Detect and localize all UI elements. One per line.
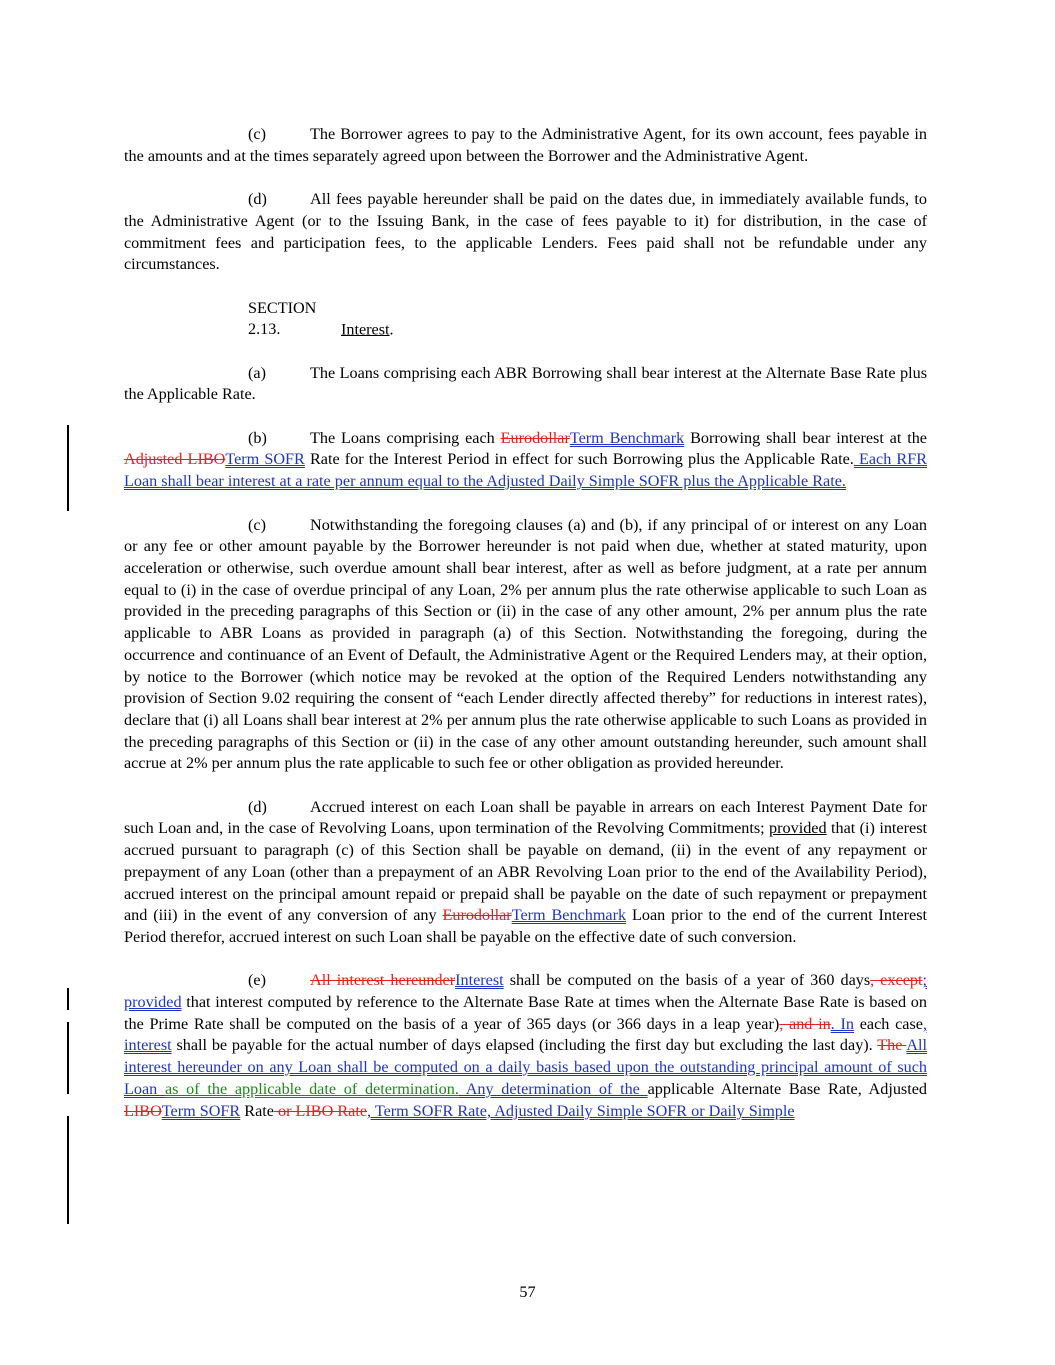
text-run: Rate for the Interest Period in effect for such Borrowing plus the Applicable Rate. (304, 450, 854, 469)
clause-label: (e) (248, 971, 266, 990)
text-run: The Loans comprising each (310, 428, 501, 447)
clause-label: (d) (248, 190, 267, 209)
deleted-text: , except (870, 971, 923, 990)
change-bar (67, 425, 69, 511)
clause-text: The Borrower agrees to pay to the Administrative Agent, for its own account, fees payable in the amounts and at the times separately agreed upon between the Borrower and the Administrative Agent. (124, 125, 927, 165)
paragraph-c-fees (124, 124, 927, 167)
text-run: each case (853, 1014, 923, 1033)
change-bar (67, 988, 69, 1010)
section-title-period: . (389, 320, 394, 339)
deleted-text: Eurodollar (442, 906, 512, 925)
deleted-text: LIBO (124, 1101, 162, 1120)
paragraph-e-computation (124, 970, 927, 1122)
clause-text: All fees payable hereunder shall be paid on the dates due, in immediately available funds, to the Administrative Agent (or to the Issuing Bank, in the case of fees payable to it) for distribution, in the case of commitment fees and participation fees, to the applicable Lenders. Fees paid shall not be refundable under any circumstances. (124, 190, 927, 274)
inserted-text: , interest (124, 1014, 927, 1055)
clause-label: (b) (248, 428, 267, 447)
inserted-text: . In (830, 1014, 854, 1033)
inserted-text: , Term SOFR Rate, Adjusted Daily Simple SOFR or Daily Simple (367, 1101, 795, 1120)
clause-text: The Loans comprising each ABR Borrowing shall bear interest at the Alternate Base Rate plus the Applicable Rate. (124, 363, 927, 404)
text-run: Rate (240, 1101, 274, 1120)
text-run: shall be payable for the actual number of days elapsed (including the first day but excluding the last day). (171, 1036, 878, 1055)
inserted-text: Interest (455, 971, 504, 990)
text-run: applicable Alternate Base Rate, Adjusted (647, 1079, 928, 1098)
text-run: Accrued interest on each Loan shall be payable in arrears on each Interest Payment Date for such Loan and, in the case of Revolving Loans, upon termination of the Revolving Commitments; (124, 797, 927, 838)
inserted-text: Any determination of the (458, 1079, 648, 1098)
inserted-text: Term SOFR (161, 1101, 241, 1120)
text-run: Loan prior to the end of the current Interest Period therefor, accrued interest on such Loan shall be payable on the effective date of such conversion. (124, 906, 927, 946)
section-number: SECTION 2.13. (248, 298, 317, 339)
text-run: that interest computed by reference to the Alternate Base Rate at times when the Alternate Base Rate is based on the Prime Rate shall be computed on the basis of a year of 365 days (or 366 days in a leap year) (124, 993, 927, 1033)
page-number: 57 (519, 1283, 536, 1301)
deleted-text: , and in (779, 1014, 831, 1033)
deleted-text: All interest hereunder (310, 971, 456, 990)
deleted-text: Adjusted LIBO (124, 450, 226, 469)
deleted-text: Eurodollar (500, 428, 570, 447)
inserted-text: Term SOFR (225, 450, 305, 469)
paragraph-c-default-interest (124, 515, 927, 775)
clause-label: (c) (248, 125, 266, 143)
paragraph-d-accrued-interest (124, 797, 927, 949)
inserted-text: ; provided (124, 971, 927, 1012)
deleted-text: or LIBO Rate (273, 1101, 368, 1120)
inserted-text: Term Benchmark (511, 906, 627, 925)
clause-label: (a) (248, 363, 266, 382)
underlined-term: provided (769, 819, 827, 838)
document-page (124, 124, 927, 1144)
clause-label: (c) (248, 515, 266, 534)
text-run: that (i) interest accrued pursuant to paragraph (c) of this Section shall be payable on demand, (ii) in the event of any repayment or prepayment of any Loan (other than a prepayment of an ABR Revolving Loan prior to the end of the Availability Period), accrued interest on the principal amount repaid or prepaid shall be payable on the date of such repayment or prepayment and (iii) in the event of any conversion of any (124, 819, 927, 925)
section-title: Interest (341, 320, 390, 339)
paragraph-d-fees (124, 189, 927, 276)
inserted-text: Each RFR Loan shall bear interest at a rate per annum equal to the Adjusted Daily Simple SOFR plus the Applicable Rate. (124, 450, 928, 491)
clause-label: (d) (248, 797, 267, 816)
deleted-text: The (877, 1036, 907, 1055)
section-heading (124, 298, 927, 341)
inserted-text: Term Benchmark (569, 428, 685, 447)
inserted-text: All interest hereunder on any Loan shall be computed on a daily basis based upon the outstanding principal amount of such Loan (124, 1036, 928, 1098)
paragraph-b-interest (124, 428, 927, 493)
clause-text: Notwithstanding the foregoing clauses (a) and (b), if any principal of or interest on any Loan or any fee or other amount payable by the Borrower hereunder is not paid when due, whether at stated maturity, upon acceleration or otherwise, such overdue amount shall bear interest, after as well as before judgment, at a rate per annum equal to (i) in the case of overdue principal of any Loan, 2% per annum plus the rate otherwise applicable to such Loan as provided in the preceding paragraphs of this Section or (ii) in the case of any other amount, 2% per annum plus the rate applicable to ABR Loans as provided in paragraph (a) of this Section. Notwithstanding the foregoing, during the occurrence and continuance of an Event of Default, the Administrative Agent or the Required Lenders may, at their option, by notice to the Borrower (which notice may be revoked at the option of the Required Lenders notwithstanding any provision of Section 9.02 requiring the consent of “each Lender directly affected thereby” for reductions in interest rates), declare that (i) all Loans shall bear interest at 2% per annum plus the rate otherwise applicable to such Loans as provided in the preceding paragraphs of this Section or (ii) in the case of any other amount outstanding hereunder, such amount shall accrue at 2% per annum plus the rate applicable to such fee or other obligation as provided hereunder. (124, 515, 927, 773)
paragraph-a-interest (124, 363, 927, 406)
text-run: shall be computed on the basis of a year of 360 days (503, 971, 871, 990)
change-bar (67, 1116, 69, 1224)
change-bar (67, 1022, 69, 1094)
moved-text: as of the applicable date of determination. (164, 1079, 459, 1098)
text-run: Borrowing shall bear interest at the (684, 428, 927, 447)
